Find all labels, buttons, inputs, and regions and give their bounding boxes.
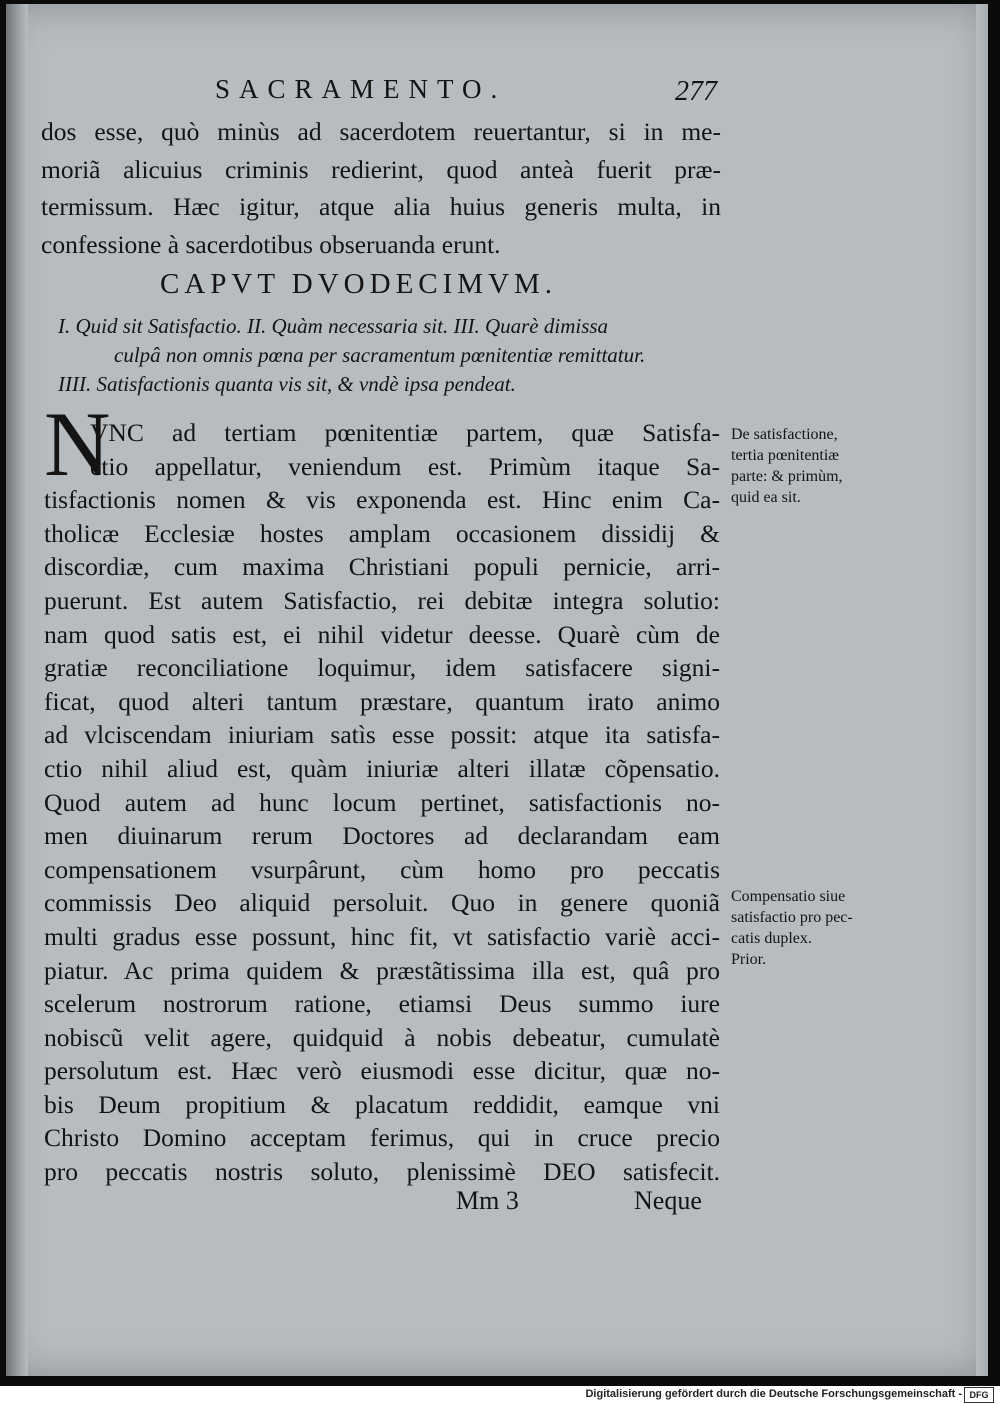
text-line: commissis Deo aliquid persoluit. Quo in genere quoniã [44, 888, 720, 918]
text-line: puerunt. Est autem Satisfactio, rei debitæ integra solutio: [44, 585, 720, 615]
text-line: persolutum est. Hæc verò eiusmodi esse dicitur, quæ no- [44, 1056, 720, 1086]
text-line: moriã alicuius criminis redierint, quod anteà fuerit præ- [41, 154, 721, 184]
text-line: compensationem vsurpârunt, cùm homo pro peccatis [44, 854, 720, 884]
running-head: SACRAMENTO. [215, 74, 507, 104]
text-line: Quod autem ad hunc locum pertinet, satisfactionis no- [44, 787, 720, 817]
text-line: termissum. Hæc igitur, atque alia huius generis multa, in [41, 192, 721, 221]
chapter-title: CAPVT DVODECIMVM. [160, 268, 558, 300]
text-line: VNC ad tertiam pœnitentiæ partem, quæ Satisfa- [90, 418, 720, 447]
text-line: gratiæ reconciliatione loquimur, idem satisfacere signi- [44, 653, 720, 683]
margin-note-line: De satisfactione, [731, 426, 838, 443]
summary-line: IIII. Satisfactionis quanta vis sit, & vndè ipsa pendeat. [58, 372, 516, 396]
text-line: nam quod satis est, ei nihil videtur deesse. Quarè cùm de [44, 619, 720, 649]
signature-mark: Mm 3 [456, 1186, 519, 1215]
text-line: discordiæ, cum maxima Christiani populi pernicie, arri- [44, 552, 720, 582]
text-line: tholicæ Ecclesiæ hostes amplam occasionem dissidij & [44, 518, 720, 548]
digitization-credit: Digitalisierung gefördert durch die Deutsche Forschungsgemeinschaft - [585, 1388, 962, 1400]
text-line: ctio nihil aliud est, quàm iniuriæ alteri illatæ cõpensatio. [44, 753, 720, 783]
margin-note-line: Prior. [731, 951, 767, 968]
catchword: Neque [634, 1186, 702, 1215]
text-line: scelerum nostrorum ratione, etiamsi Deus summo iure [44, 989, 720, 1019]
text-line: pro peccatis nostris soluto, plenissimè DEO satisfecit. [44, 1157, 720, 1187]
text-line: bis Deum propitium & placatum reddidit, eamque vni [44, 1089, 720, 1119]
text-line: piatur. Ac prima quidem & præstãtissima illa est, quâ pro [44, 955, 720, 985]
chapter-summary [58, 312, 718, 399]
drop-cap: N [44, 393, 111, 495]
margin-note-compensation [731, 886, 881, 970]
text-line: confessione à sacerdotibus obseruanda erunt. [41, 229, 501, 259]
text-line: Christo Domino acceptam ferimus, qui in cruce precio [44, 1123, 720, 1153]
text-line: men diuinarum rerum Doctores ad declarandam eam [44, 821, 720, 851]
text-line: nobiscũ velit agere, quidquid à nobis debeatur, cumulatè [44, 1022, 720, 1052]
margin-note-line: Compensatio siue [731, 888, 846, 905]
margin-note-line: parte: & primùm, [731, 468, 843, 485]
text-line: tisfactionis nomen & vis exponenda est. Hinc enim Ca- [44, 485, 720, 515]
text-line: ad vlciscendam iniuriam satìs esse possit: atque ita satisfa- [44, 720, 720, 750]
margin-note-line: catis duplex. [731, 930, 812, 947]
margin-note-line: tertia pœnitentiæ [731, 447, 839, 464]
summary-line: I. Quid sit Satisfactio. II. Quàm necessaria sit. III. Quarè dimissa [58, 314, 609, 338]
body-text-top [41, 113, 721, 263]
margin-note-line: satisfactio pro pec- [731, 909, 853, 926]
text-line: multi gradus esse possunt, hinc fit, vt satisfactio variè acci- [44, 921, 720, 951]
book-spine-shadow [6, 4, 28, 1376]
text-line: dos esse, quò minùs ad sacerdotem reuertantur, si in me- [41, 117, 721, 146]
text-line: ctio appellatur, veniendum est. Primùm itaque Sa- [90, 451, 720, 481]
summary-line: culpâ non omnis pœna per sacramentum pœnitentiæ remittatur. [114, 343, 646, 367]
margin-note-satisfaction [731, 424, 881, 508]
body-text-main [44, 416, 720, 1189]
page-edge [976, 4, 988, 1376]
page-number: 277 [675, 76, 717, 107]
text-line: ficat, quod alteri tantum præstare, quantum irato animo [44, 686, 720, 716]
margin-note-line: quid ea sit. [731, 489, 801, 506]
dfg-logo: DFG [964, 1387, 994, 1403]
